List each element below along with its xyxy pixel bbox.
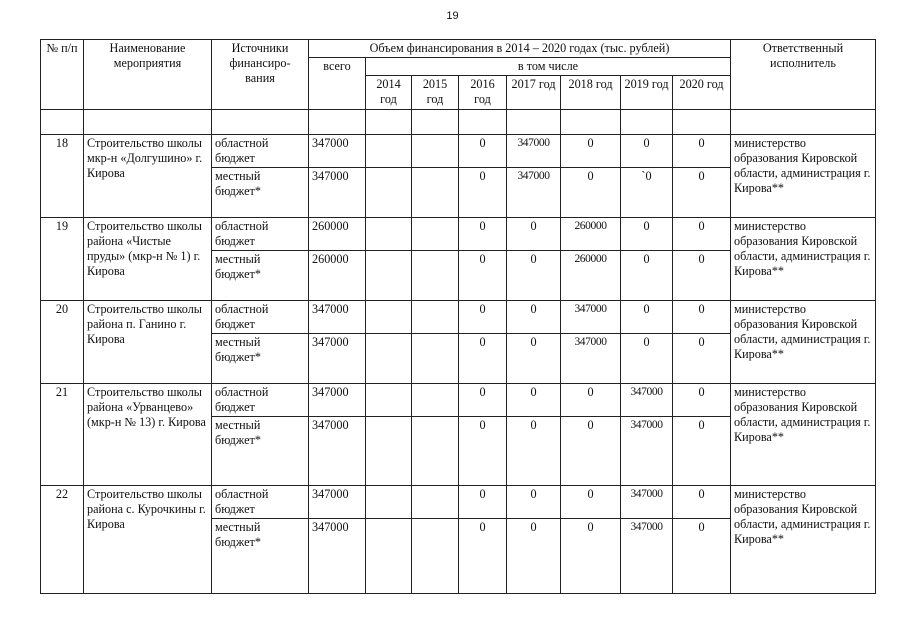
year-cell-2019: 0 bbox=[621, 334, 673, 384]
year-cell-2016: 0 bbox=[459, 168, 507, 218]
header-spacer-row bbox=[41, 110, 876, 135]
year-cell-2016: 0 bbox=[459, 486, 507, 519]
year-cell-2015 bbox=[412, 519, 459, 594]
year-cell-2014 bbox=[366, 218, 412, 251]
table-row bbox=[41, 135, 876, 168]
year-cell-2018: 347000 bbox=[561, 334, 621, 384]
funding-source: местный бюджет* bbox=[212, 168, 309, 218]
year-cell-2016: 0 bbox=[459, 218, 507, 251]
total-cell: 347000 bbox=[309, 301, 366, 334]
header-responsible: Ответственный исполнитель bbox=[731, 40, 876, 110]
project-name: Строительство школы района п. Ганино г. Кирова bbox=[84, 301, 212, 384]
year-cell-2014 bbox=[366, 135, 412, 168]
year-cell-2015 bbox=[412, 251, 459, 301]
responsible-executor: министерство образования Кировской области, администрация г. Кирова** bbox=[731, 135, 876, 218]
year-cell-2020: 0 bbox=[673, 168, 731, 218]
responsible-executor: министерство образования Кировской области, администрация г. Кирова** bbox=[731, 486, 876, 594]
funding-source: областной бюджет bbox=[212, 384, 309, 417]
responsible-executor: министерство образования Кировской области, администрация г. Кирова** bbox=[731, 301, 876, 384]
year-cell-2018: 0 bbox=[561, 135, 621, 168]
year-cell-2017: 0 bbox=[507, 334, 561, 384]
header-year: 2017 год bbox=[507, 76, 561, 110]
funding-source: областной бюджет bbox=[212, 486, 309, 519]
responsible-executor: министерство образования Кировской области, администрация г. Кирова** bbox=[731, 384, 876, 486]
total-cell: 347000 bbox=[309, 384, 366, 417]
row-number: 21 bbox=[41, 384, 84, 486]
page-number: 19 bbox=[446, 10, 459, 22]
year-cell-2016: 0 bbox=[459, 251, 507, 301]
funding-source: местный бюджет* bbox=[212, 519, 309, 594]
year-cell-2014 bbox=[366, 519, 412, 594]
funding-source: областной бюджет bbox=[212, 135, 309, 168]
row-number: 19 bbox=[41, 218, 84, 301]
year-cell-2016: 0 bbox=[459, 519, 507, 594]
year-cell-2020: 0 bbox=[673, 417, 731, 486]
header-funding: Объем финансирования в 2014 – 2020 годах (тыс. рублей) bbox=[309, 40, 731, 58]
table-row bbox=[41, 218, 876, 251]
header-num: № п/п bbox=[41, 40, 84, 110]
year-cell-2016: 0 bbox=[459, 135, 507, 168]
total-cell: 347000 bbox=[309, 135, 366, 168]
table-row bbox=[41, 301, 876, 334]
year-cell-2014 bbox=[366, 384, 412, 417]
year-cell-2017: 0 bbox=[507, 417, 561, 486]
total-cell: 347000 bbox=[309, 417, 366, 486]
funding-source: местный бюджет* bbox=[212, 334, 309, 384]
year-cell-2020: 0 bbox=[673, 486, 731, 519]
year-cell-2020: 0 bbox=[673, 519, 731, 594]
total-cell: 347000 bbox=[309, 519, 366, 594]
year-cell-2020: 0 bbox=[673, 384, 731, 417]
year-cell-2017: 0 bbox=[507, 301, 561, 334]
year-cell-2019: 347000 bbox=[621, 384, 673, 417]
year-cell-2019: 0 bbox=[621, 218, 673, 251]
project-name: Строительство школы мкр-н «Долгушино» г. Кирова bbox=[84, 135, 212, 218]
total-cell: 260000 bbox=[309, 218, 366, 251]
year-cell-2020: 0 bbox=[673, 218, 731, 251]
year-cell-2020: 0 bbox=[673, 135, 731, 168]
funding-table bbox=[40, 39, 876, 594]
year-cell-2020: 0 bbox=[673, 334, 731, 384]
header-year: 2016 год bbox=[459, 76, 507, 110]
year-cell-2014 bbox=[366, 301, 412, 334]
header-sources: Источники финансиро-вания bbox=[212, 40, 309, 110]
year-cell-2018: 260000 bbox=[561, 251, 621, 301]
header-year: 2014 год bbox=[366, 76, 412, 110]
year-cell-2017: 0 bbox=[507, 384, 561, 417]
header-including: в том числе bbox=[366, 58, 731, 76]
year-cell-2019: 0 bbox=[621, 301, 673, 334]
year-cell-2019: 347000 bbox=[621, 417, 673, 486]
year-cell-2017: 0 bbox=[507, 218, 561, 251]
year-cell-2015 bbox=[412, 135, 459, 168]
year-cell-2015 bbox=[412, 301, 459, 334]
project-name: Строительство школы района с. Курочкины г. Кирова bbox=[84, 486, 212, 594]
total-cell: 347000 bbox=[309, 168, 366, 218]
total-cell: 347000 bbox=[309, 334, 366, 384]
header-total: всего bbox=[309, 58, 366, 110]
year-cell-2018: 0 bbox=[561, 417, 621, 486]
year-cell-2015 bbox=[412, 168, 459, 218]
year-cell-2018: 0 bbox=[561, 384, 621, 417]
year-cell-2014 bbox=[366, 251, 412, 301]
header-year: 2020 год bbox=[673, 76, 731, 110]
year-cell-2017: 0 bbox=[507, 251, 561, 301]
year-cell-2016: 0 bbox=[459, 301, 507, 334]
year-cell-2020: 0 bbox=[673, 301, 731, 334]
year-cell-2019: 347000 bbox=[621, 519, 673, 594]
year-cell-2015 bbox=[412, 334, 459, 384]
year-cell-2018: 0 bbox=[561, 519, 621, 594]
header-year: 2018 год bbox=[561, 76, 621, 110]
year-cell-2015 bbox=[412, 218, 459, 251]
row-number: 18 bbox=[41, 135, 84, 218]
year-cell-2018: 0 bbox=[561, 486, 621, 519]
year-cell-2014 bbox=[366, 334, 412, 384]
header-name: Наименование мероприятия bbox=[84, 40, 212, 110]
responsible-executor: министерство образования Кировской области, администрация г. Кирова** bbox=[731, 218, 876, 301]
year-cell-2018: 347000 bbox=[561, 301, 621, 334]
year-cell-2015 bbox=[412, 384, 459, 417]
table-row bbox=[41, 486, 876, 519]
total-cell: 347000 bbox=[309, 486, 366, 519]
project-name: Строительство школы района «Урванцево» (мкр-н № 13) г. Кирова bbox=[84, 384, 212, 486]
year-cell-2017: 0 bbox=[507, 486, 561, 519]
year-cell-2019: 347000 bbox=[621, 486, 673, 519]
year-cell-2020: 0 bbox=[673, 251, 731, 301]
year-cell-2016: 0 bbox=[459, 417, 507, 486]
year-cell-2014 bbox=[366, 168, 412, 218]
funding-source: местный бюджет* bbox=[212, 251, 309, 301]
table-row bbox=[41, 384, 876, 417]
year-cell-2016: 0 bbox=[459, 384, 507, 417]
year-cell-2014 bbox=[366, 417, 412, 486]
row-number: 20 bbox=[41, 301, 84, 384]
year-cell-2018: 260000 bbox=[561, 218, 621, 251]
header-year: 2015 год bbox=[412, 76, 459, 110]
year-cell-2015 bbox=[412, 417, 459, 486]
year-cell-2014 bbox=[366, 486, 412, 519]
year-cell-2017: 347000 bbox=[507, 135, 561, 168]
year-cell-2019: 0 bbox=[621, 135, 673, 168]
funding-source: областной бюджет bbox=[212, 301, 309, 334]
funding-source: местный бюджет* bbox=[212, 417, 309, 486]
year-cell-2015 bbox=[412, 486, 459, 519]
total-cell: 260000 bbox=[309, 251, 366, 301]
funding-source: областной бюджет bbox=[212, 218, 309, 251]
year-cell-2016: 0 bbox=[459, 334, 507, 384]
year-cell-2019: 0 bbox=[621, 251, 673, 301]
project-name: Строительство школы района «Чистые пруды» (мкр-н № 1) г. Кирова bbox=[84, 218, 212, 301]
year-cell-2019: `0 bbox=[621, 168, 673, 218]
year-cell-2018: 0 bbox=[561, 168, 621, 218]
header-year: 2019 год bbox=[621, 76, 673, 110]
year-cell-2017: 0 bbox=[507, 519, 561, 594]
row-number: 22 bbox=[41, 486, 84, 594]
year-cell-2017: 347000 bbox=[507, 168, 561, 218]
